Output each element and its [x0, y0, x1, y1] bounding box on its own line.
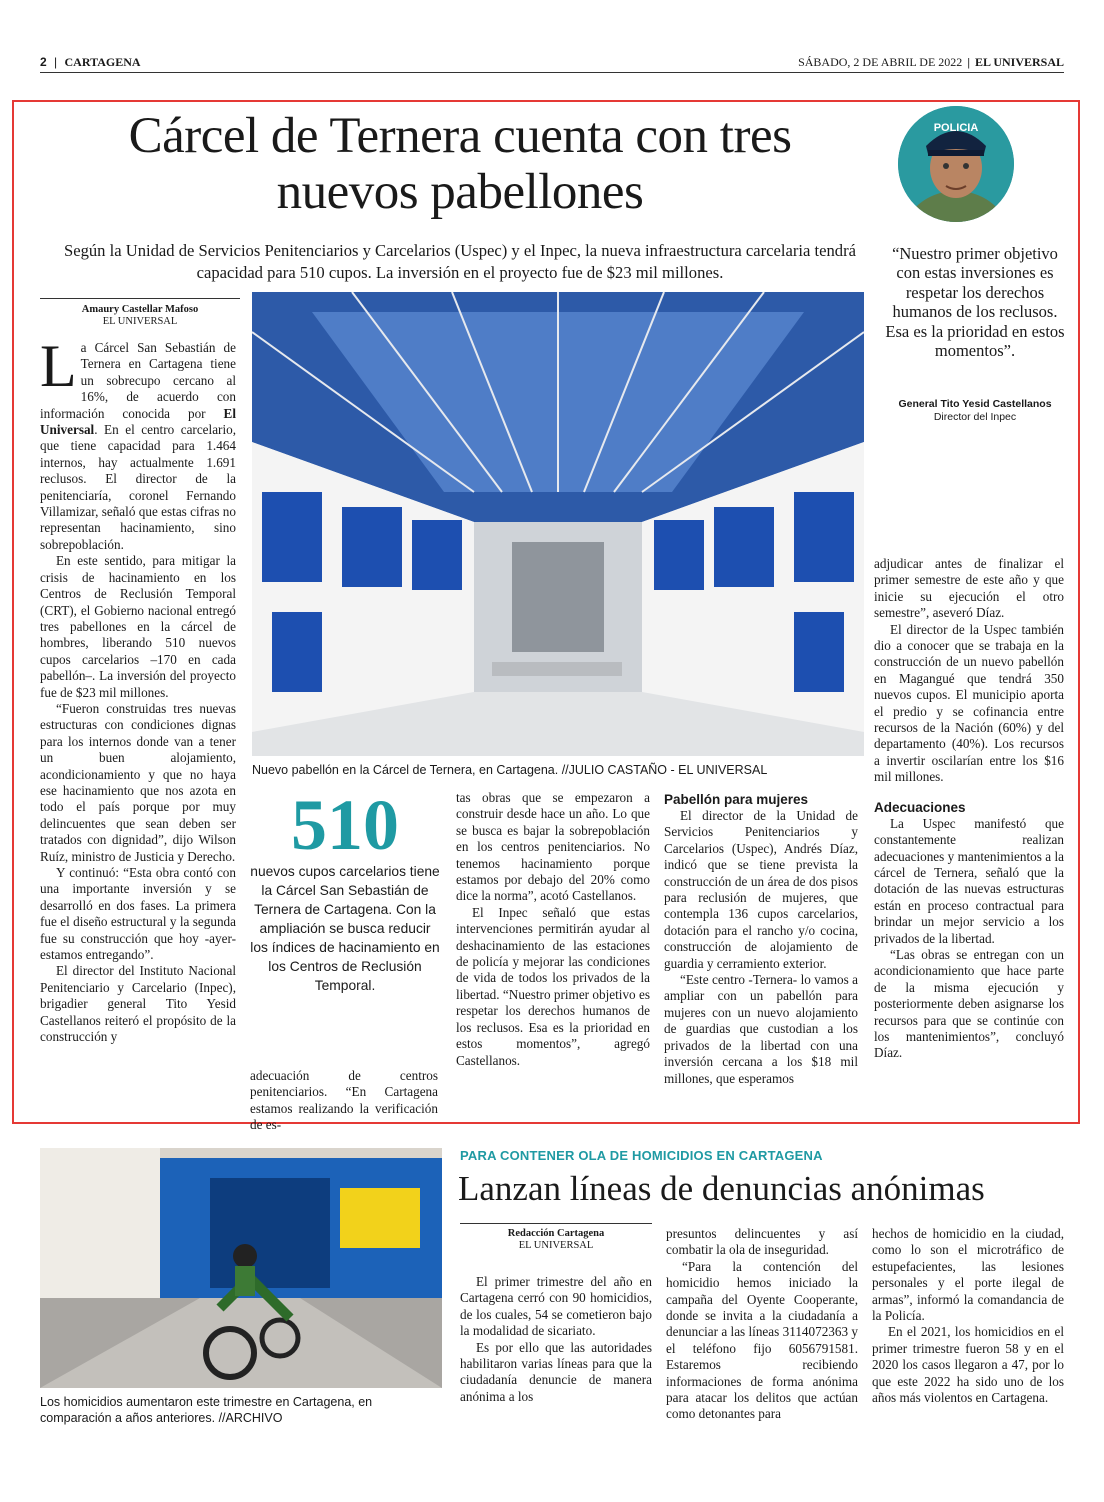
paragraph: La Uspec manifestó que constantemente realizan adecuaciones y mantenimientos a la cárcel de Ternera, señaló que la dotación de las nuevas estructuras están en proceso contractual para brindar un mejor servicio a los privados de la libertad.: [874, 815, 1064, 946]
byline-rule: [40, 298, 240, 299]
paragraph: El primer trimestre del año en Cartagena cerró con 90 homicidios, de los cuales, 54 se cometieron bajo la modalidad de sicariato.: [460, 1274, 652, 1339]
paragraph: En el 2021, los homicidios en el primer trimestre fueron 58 y en el 2020 los casos llegaron a 47, por lo que este 2022 ha sido uno de los años más violentos en Cartagena.: [872, 1324, 1064, 1406]
section-name: CARTAGENA: [64, 55, 141, 69]
stat-box: [250, 785, 440, 995]
second-column-3: [872, 1226, 1064, 1406]
paragraph: adjudicar antes de finalizar el primer semestre de este año y que inicie su ejecución el otro semestre”, aseveró Díaz.: [874, 556, 1064, 621]
second-column-2: [666, 1226, 858, 1423]
quote-name: General Tito Yesid Castellanos: [898, 398, 1052, 410]
second-byline-rule: [460, 1223, 652, 1224]
subhead-adecuaciones: Adecuaciones: [874, 799, 966, 815]
main-column-4: [664, 792, 858, 1087]
main-column-3: [456, 790, 650, 1069]
main-column-1: [40, 333, 236, 1045]
subhead-mujeres: Pabellón para mujeres: [664, 792, 809, 807]
paragraph: En este sentido, para mitigar la crisis de hacinamiento en los Centros de Reclusión Temporal (CRT), el Gobierno nacional entregó tres pabellones en la cárcel de hombres, liberando 510 nuevos cupos carcelarios –170 en cada pabellón–. La inversión del proyecto fue de $23 mil millones.: [40, 553, 236, 700]
second-photo: [40, 1148, 442, 1388]
byline-org: EL UNIVERSAL: [102, 316, 178, 327]
quote-attribution: [880, 398, 1070, 424]
pull-quote: “Nuestro primer objetivo con estas inversiones es respetar los derechos humanos de los reclusos. Esa es la prioridad en estos momentos”.: [885, 244, 1065, 361]
second-byline: [460, 1228, 652, 1252]
byline-org: EL UNIVERSAL: [518, 1240, 594, 1251]
stat-number: 510: [291, 785, 399, 865]
byline-name: Amaury Castellar Mafoso: [81, 304, 199, 315]
second-kicker: PARA CONTENER OLA DE HOMICIDIOS EN CARTAGENA: [460, 1148, 823, 1163]
paragraph: hechos de homicidio en la ciudad, como lo son el microtráfico de estupefacientes, las lesiones personales y el porte ilegal de armas”, informó la comandancia de la Policía.: [872, 1226, 1064, 1324]
main-photo: [252, 292, 864, 756]
main-column-5: [874, 556, 1064, 1062]
page-number: 2: [40, 55, 47, 69]
paragraph: adecuación de centros penitenciarios. “En Cartagena estamos realizando la verificación de es-: [250, 1068, 438, 1133]
paragraph: El director de la Unidad de Servicios Penitenciarios y Carcelarios (Uspec), Andrés Díaz, indicó que se tiene prevista la construcción de un área de dos pisos para reclusión de mujeres, que contempla 136 cupos carcelarios, dotación para el rancho y/o cocina, construcción de alojamiento de guardia y cerramiento exterior.: [664, 808, 858, 971]
drop-cap: L: [40, 333, 77, 399]
issue-date: SÁBADO, 2 DE ABRIL DE 2022: [798, 55, 963, 69]
paragraph: “Fueron construidas tres nuevas estructuras con condiciones dignas para los internos donde van a tener un buen alojamiento, acondicionamiento y que no haya ese hacinamiento que nos azota en todo el país porque por muy delincuentes que sean deben ser tratados con dignidad”, dijo Wilson Ruíz, ministro de Justicia y Derecho.: [40, 700, 236, 864]
portrait-photo: [898, 106, 1014, 222]
main-photo-caption: Nuevo pabellón en la Cárcel de Ternera, en Cartagena. //JULIO CASTAÑO - EL UNIVERSAL: [252, 763, 768, 777]
paragraph: El director de la Uspec también dio a conocer que se trabaja en la construcción de un nuevo pabellón en Magangué que tendrá 350 nuevos cupos. El municipio aporta el predio y se cofinancia entre recursos de la Nación (60%) y del departamento (40%). Los recursos a invertir oscilarían entre los $16 mil millones.: [874, 621, 1064, 785]
paragraph: presuntos delincuentes y así combatir la ola de inseguridad.: [666, 1226, 858, 1258]
second-photo-caption: Los homicidios aumentaron este trimestre en Cartagena, en comparación a años anteriores. //ARCHIVO: [40, 1395, 373, 1425]
paragraph: “Para la contención del homicidio hemos iniciado la campaña del Oyente Cooperante, donde se invita a la ciudadanía a denunciar a las líneas 3114072363 y el teléfono fijo 6056791581. Estaremos recibiendo informaciones de forma anónima para atacar los delitos que actúan como detonantes para: [666, 1258, 858, 1422]
paragraph: tas obras que se empezaron a construir desde hace un año. Lo que se busca es bajar la sobrepoblación en los centros penitenciarios. No tenemos hacinamiento porque estamos por debajo del 20% como dice la norma”, acotó Castellanos.: [456, 790, 650, 904]
paper-name: EL UNIVERSAL: [974, 55, 1064, 69]
page-header-left: 2 | CARTAGENA: [40, 55, 141, 69]
quote-role: Director del Inpec: [933, 411, 1017, 423]
lead-paragraph: La Cárcel San Sebastián de Ternera en Cartagena tiene un sobrecupo cercano al 16%, de acuerdo con información conocida por El Universal. En el centro carcelario, que tiene capacidad para 1.464 internos, hay actualmente 1.691 reclusos. El director de la penitenciaría, coronel Fernando Villamizar, señaló que estas cifras no representan hacinamiento, sino sobrepoblación.: [40, 333, 236, 552]
paragraph: Es por ello que las autoridades habilitaron varias líneas para que la ciudadanía denuncie de manera anónima a los: [460, 1339, 652, 1404]
byline-name: Redacción Cartagena: [507, 1228, 605, 1239]
paragraph: El director del Instituto Nacional Penitenciario y Carcelario (Inpec), brigadier general Tito Yesid Castellanos reiteró el propósito de la construcción y: [40, 963, 236, 1045]
page-header-right: SÁBADO, 2 DE ABRIL DE 2022 | EL UNIVERSAL: [798, 55, 1064, 69]
second-headline: Lanzan líneas de denuncias anónimas: [458, 1169, 985, 1208]
prison-pavilion-illustration: [252, 292, 864, 756]
stat-text: nuevos cupos carcelarios tiene la Cárcel San Sebastián de Ternera de Cartagena. Con la ampliación se busca reducir los índices de hacinamiento en los Centros de Reclusión Temporal.: [250, 864, 440, 993]
main-column-2: [250, 1068, 438, 1134]
second-column-1: [460, 1274, 652, 1405]
paragraph: “Este centro -Ternera- lo vamos a ampliar con un pabellón para mujeres con un nuevo alojamiento de guardias que custodian a los privados de la libertad con una inversión cercana a los $18 mil millones, que esperamos: [664, 972, 858, 1086]
paragraph: Y continuó: “Esta obra contó con una importante inversión y se desarrolló en dos fases. La primera fue el diseño estructural y la segunda fue su construcción que hoy -ayer- estamos entregando”.: [40, 865, 236, 963]
main-byline: [40, 304, 240, 328]
street-scene-illustration: [40, 1148, 442, 1388]
main-deck: Según la Unidad de Servicios Penitenciarios y Carcelarios (Uspec) y el Inpec, la nueva infraestructura carcelaria tendrá capacidad para 510 cupos. La inversión en el proyecto fue de $23 mil millones.: [63, 241, 856, 282]
paragraph: El Inpec señaló que estas intervenciones permitirán ayudar al deshacinamiento de las estaciones de policía y mejorar las condiciones de vida de todos los privados de la libertad. “Nuestro primer objetivo es respetar los derechos humanos de los reclusos. Esa es la prioridad en estos momentos”, agregó Castellanos.: [456, 904, 650, 1068]
main-headline: Cárcel de Ternera cuenta con tres nuevos pabellones: [128, 108, 792, 220]
cap-text: POLICIA: [933, 122, 979, 134]
header-rule: [40, 72, 1064, 73]
paragraph: “Las obras se entregan con un acondicionamiento que hace parte de la misma ejecución y posteriormente deben asignarse los recursos para que se continúe con los mantenimientos”, concluyó Díaz.: [874, 946, 1064, 1061]
